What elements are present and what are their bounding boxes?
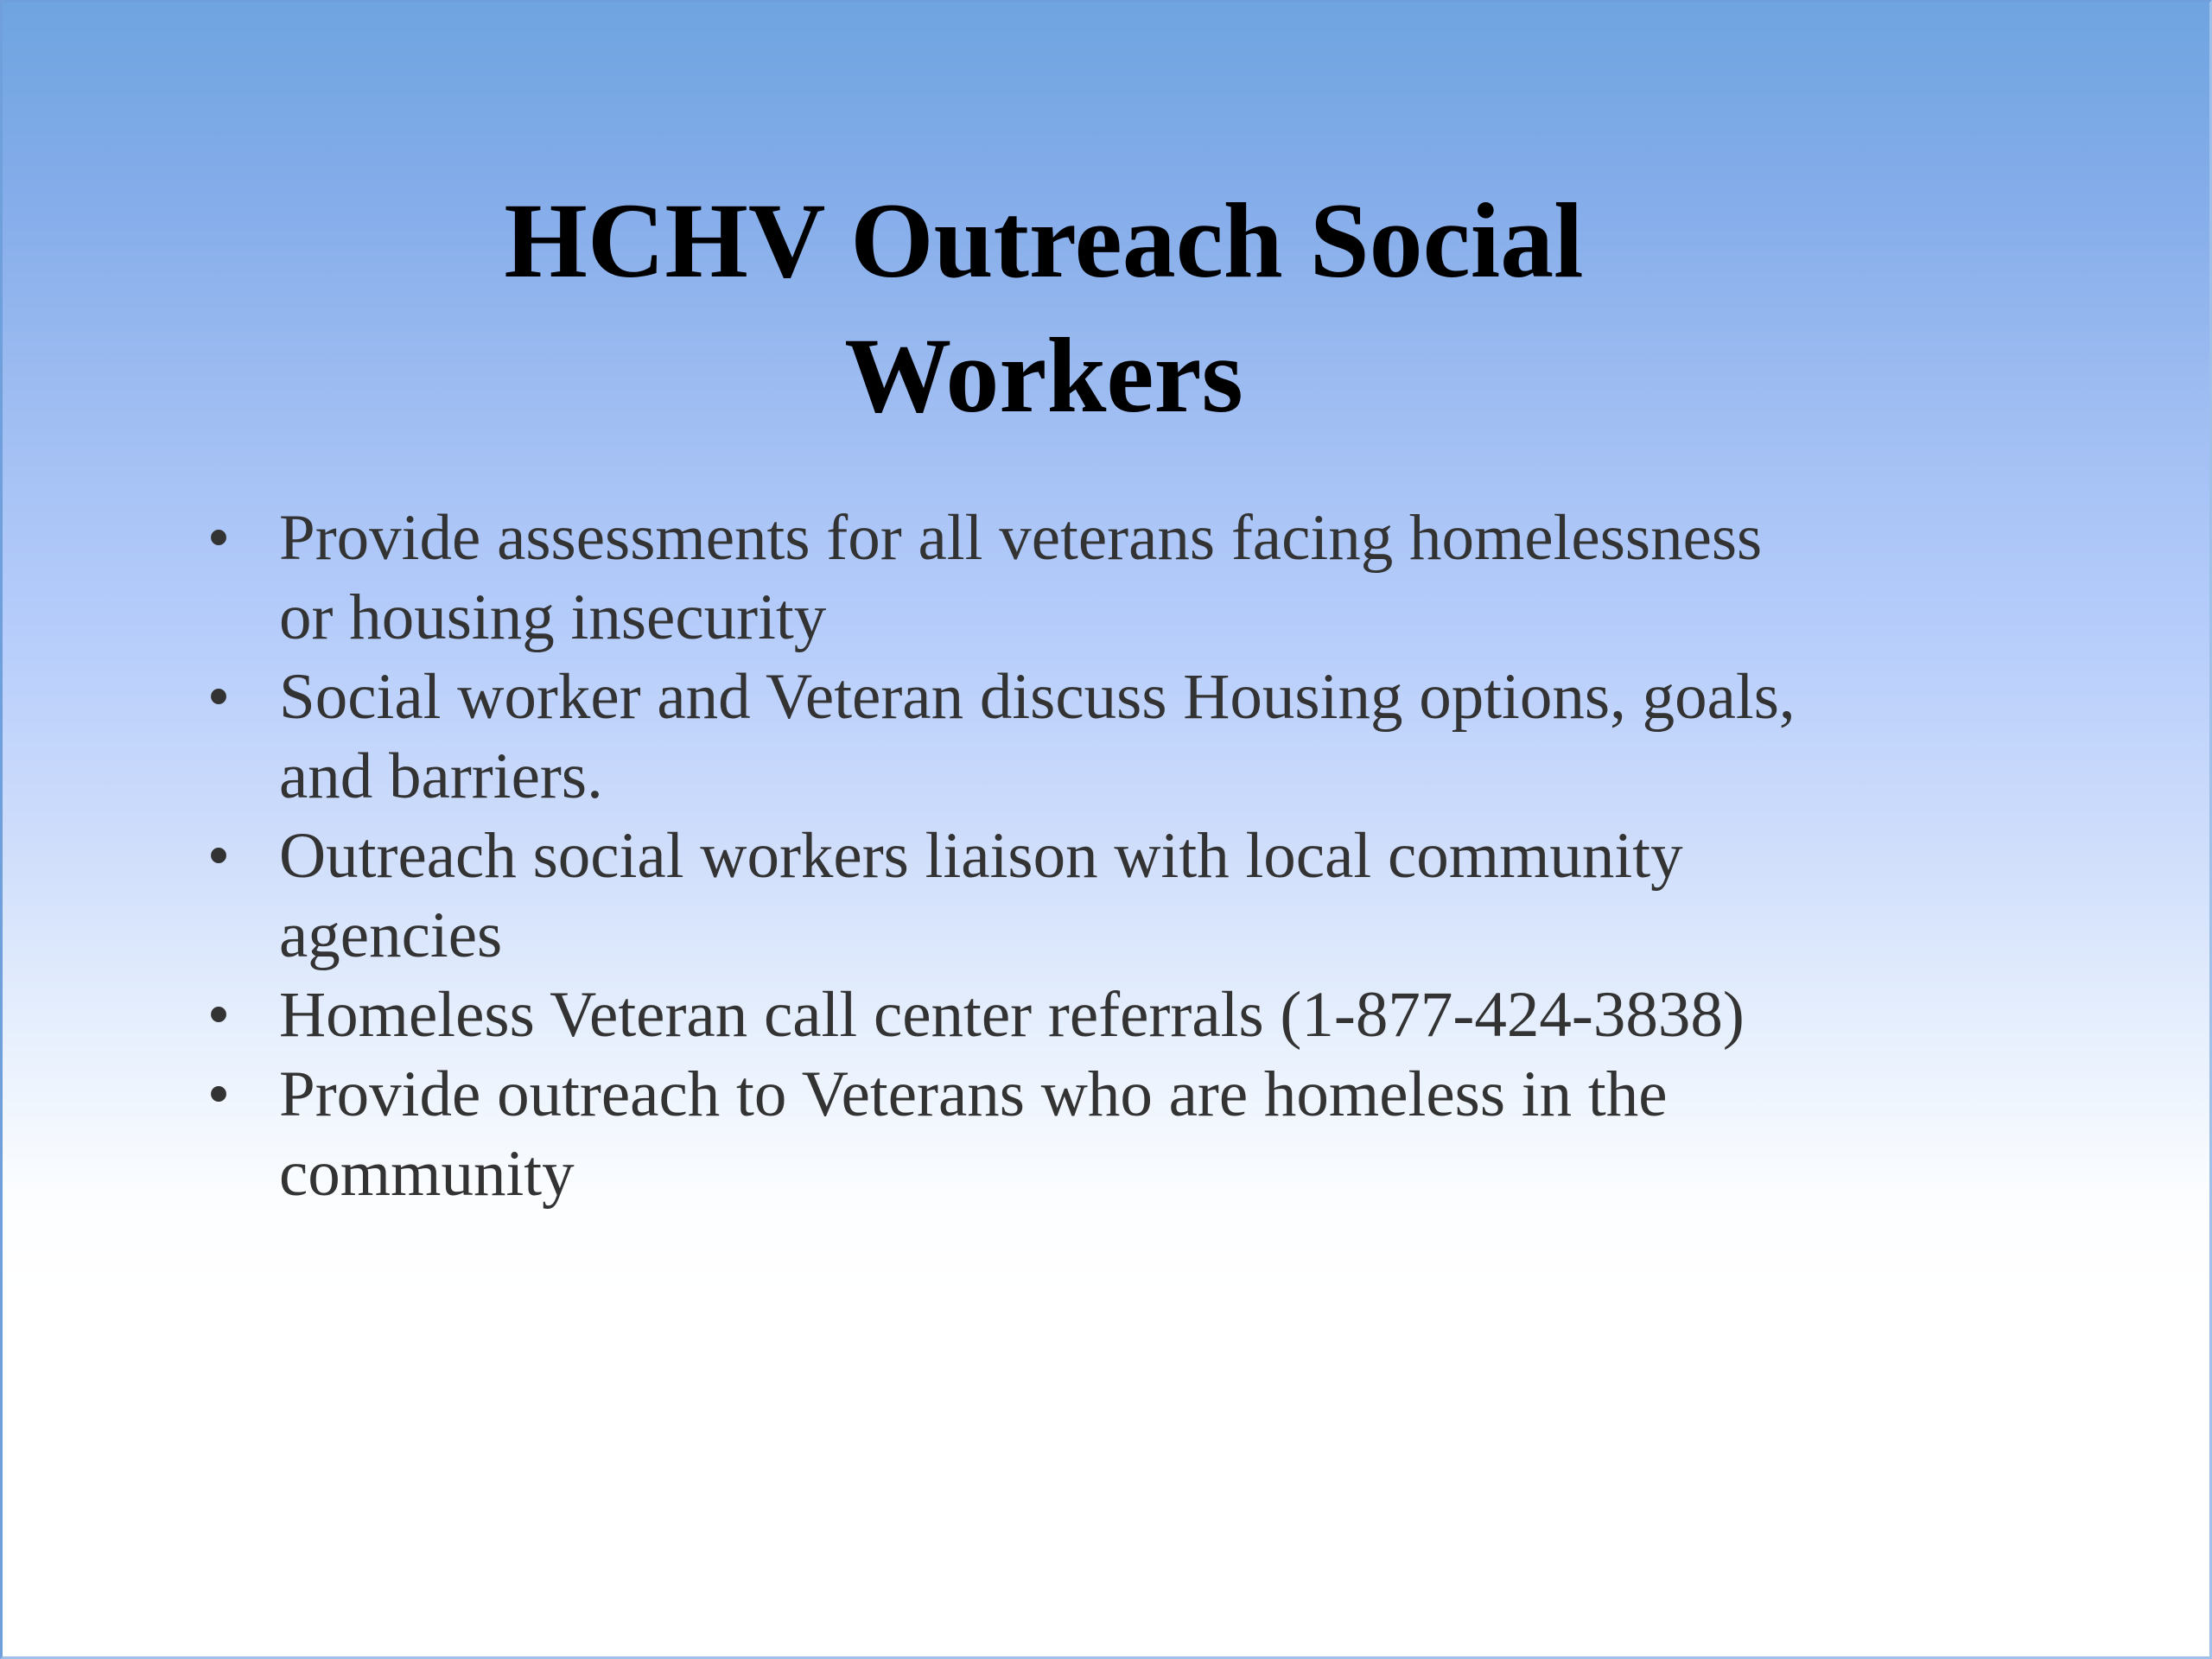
bullet-text-line: and barriers. [279, 741, 603, 812]
slide-title [288, 174, 1800, 443]
bullet-item-1 [201, 499, 2059, 658]
bullet-item-5 [201, 1055, 2059, 1214]
bullet-dot-icon: • [207, 1058, 231, 1130]
slide-title-line-1: HCHV Outreach Social [504, 181, 1584, 300]
bullet-text-line: agencies [279, 899, 503, 971]
bullet-dot-icon: • [207, 661, 231, 733]
bullet-list [201, 499, 2059, 1214]
bullet-dot-icon: • [207, 820, 231, 892]
bullet-text-line: Provide outreach to Veterans who are homeless in the [279, 1058, 1668, 1130]
bullet-item-2 [201, 658, 2059, 817]
slide-title-line-2: Workers [844, 316, 1243, 435]
bullet-text-line: Outreach social workers liaison with local community [279, 820, 1683, 892]
bullet-dot-icon: • [207, 979, 231, 1051]
bullet-item-4 [201, 976, 2059, 1055]
bullet-dot-icon: • [207, 502, 231, 574]
bullet-text-line: Social worker and Veteran discuss Housing options, goals, [279, 661, 1796, 733]
bullet-text-line: or housing insecurity [279, 582, 827, 653]
bullet-item-3 [201, 817, 2059, 976]
bullet-text-line: community [279, 1138, 575, 1210]
bullet-text-line: Homeless Veteran call center referrals (1-877-424-3838) [279, 979, 1745, 1051]
bullet-text-line: Provide assessments for all veterans facing homelessness [279, 502, 1763, 574]
